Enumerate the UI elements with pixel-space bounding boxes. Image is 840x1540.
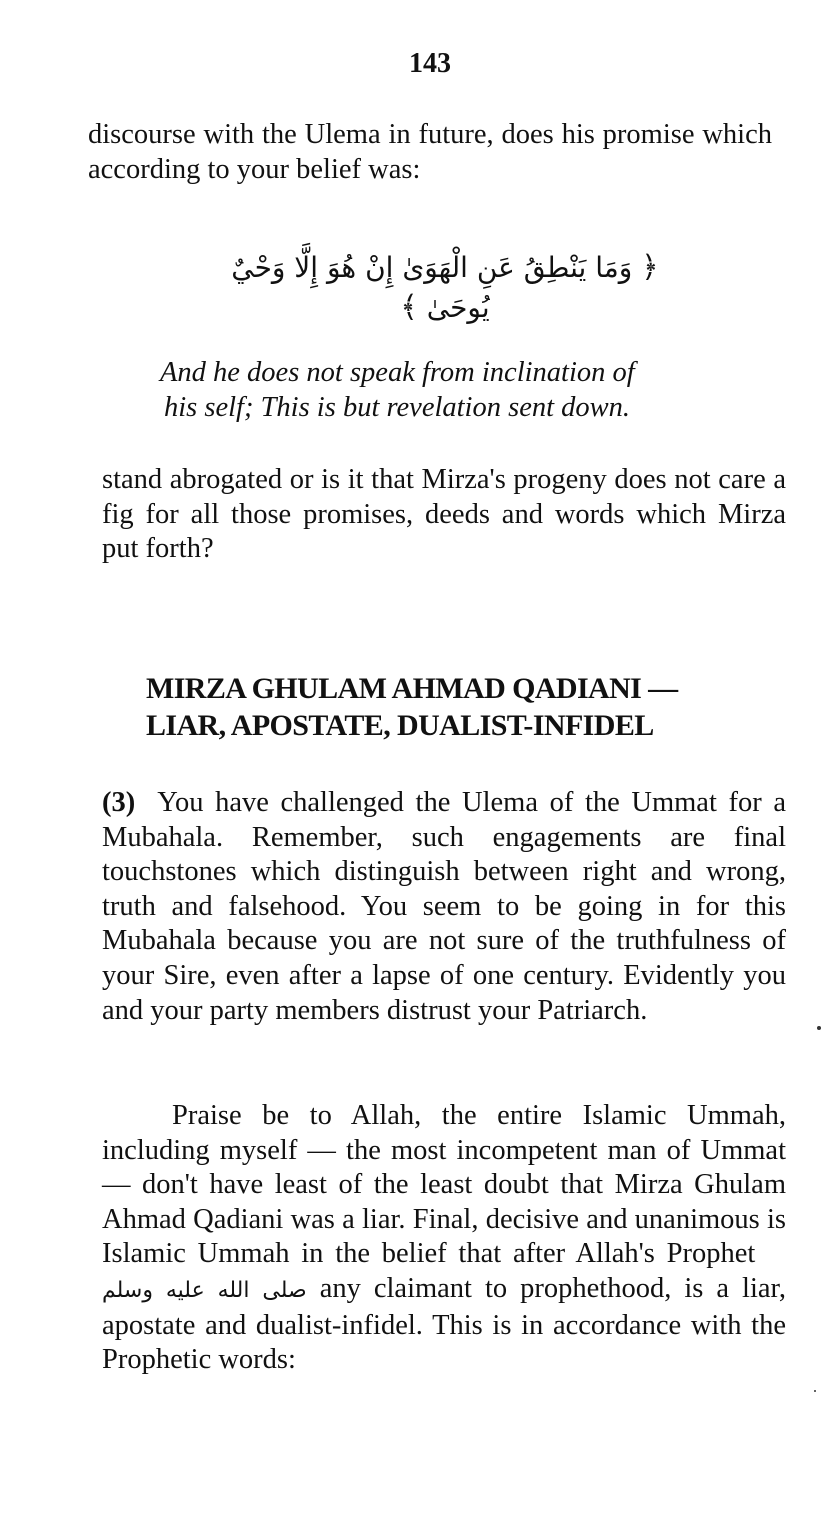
heading-line-1: MIRZA GHULAM AHMAD QADIANI — bbox=[146, 672, 678, 705]
honorific-calligraphy: صلى الله عليه وسلم bbox=[102, 1277, 307, 1303]
scan-speck bbox=[817, 1026, 821, 1030]
ornament-open: ﴿ bbox=[641, 250, 659, 285]
paragraph-discourse: discourse with the Ulema in future, does his promise which according to your belief was: bbox=[88, 119, 772, 185]
quran-verse bbox=[208, 248, 682, 328]
paragraph-praise-text-1: Praise be to Allah, the entire Islamic Ummah, including myself — the most incompetent man of Ummat — don't have least of the least doubt that Mirza Ghulam Ahmad Qadiani was a liar. Final, decisive and unanimous is Islamic Ummah in the belief that after Allah's Prophet bbox=[102, 1100, 786, 1270]
paragraph-number: (3) bbox=[102, 787, 136, 818]
translation-line-1: And he does not speak from inclination of bbox=[160, 357, 635, 388]
ornament-close: ﴾ bbox=[400, 290, 418, 325]
section-heading bbox=[146, 670, 786, 744]
heading-line-2: LIAR, APOSTATE, DUALIST-INFIDEL bbox=[146, 709, 654, 742]
paragraph-praise bbox=[102, 1099, 786, 1378]
paragraph-challenge-text: You have challenged the Ulema of the Ummat for a Mubahala. Remember, such engagements are final touchstones which distinguish between right and wrong, truth and falsehood. You seem to be going in for this Mubahala because you are not sure of the truthfulness of your Sire, even after a lapse of one century. Evidently you and your party members distrust your Patriarch. bbox=[102, 787, 786, 1026]
scan-speck bbox=[814, 1390, 816, 1392]
paragraph-praise-text-2: any claimant to prophethood, is a liar, apostate and dualist-infidel. This is in accordance with the Prophetic words: bbox=[102, 1272, 787, 1376]
paragraph-abrogated: stand abrogated or is it that Mirza's progeny does not care a fig for all those promises, deeds and words which Mirza put forth? bbox=[102, 464, 786, 565]
paragraph-challenge bbox=[102, 786, 786, 1028]
translation-line-2: his self; This is but revelation sent down. bbox=[164, 391, 631, 423]
quran-verse-text: وَمَا يَنْطِقُ عَنِ الْهَوَىٰ إِنْ هُوَ إِلَّا وَحْيٌ يُوحَىٰ bbox=[231, 251, 633, 324]
page-number: 143 bbox=[409, 48, 451, 79]
verse-translation bbox=[160, 356, 760, 425]
